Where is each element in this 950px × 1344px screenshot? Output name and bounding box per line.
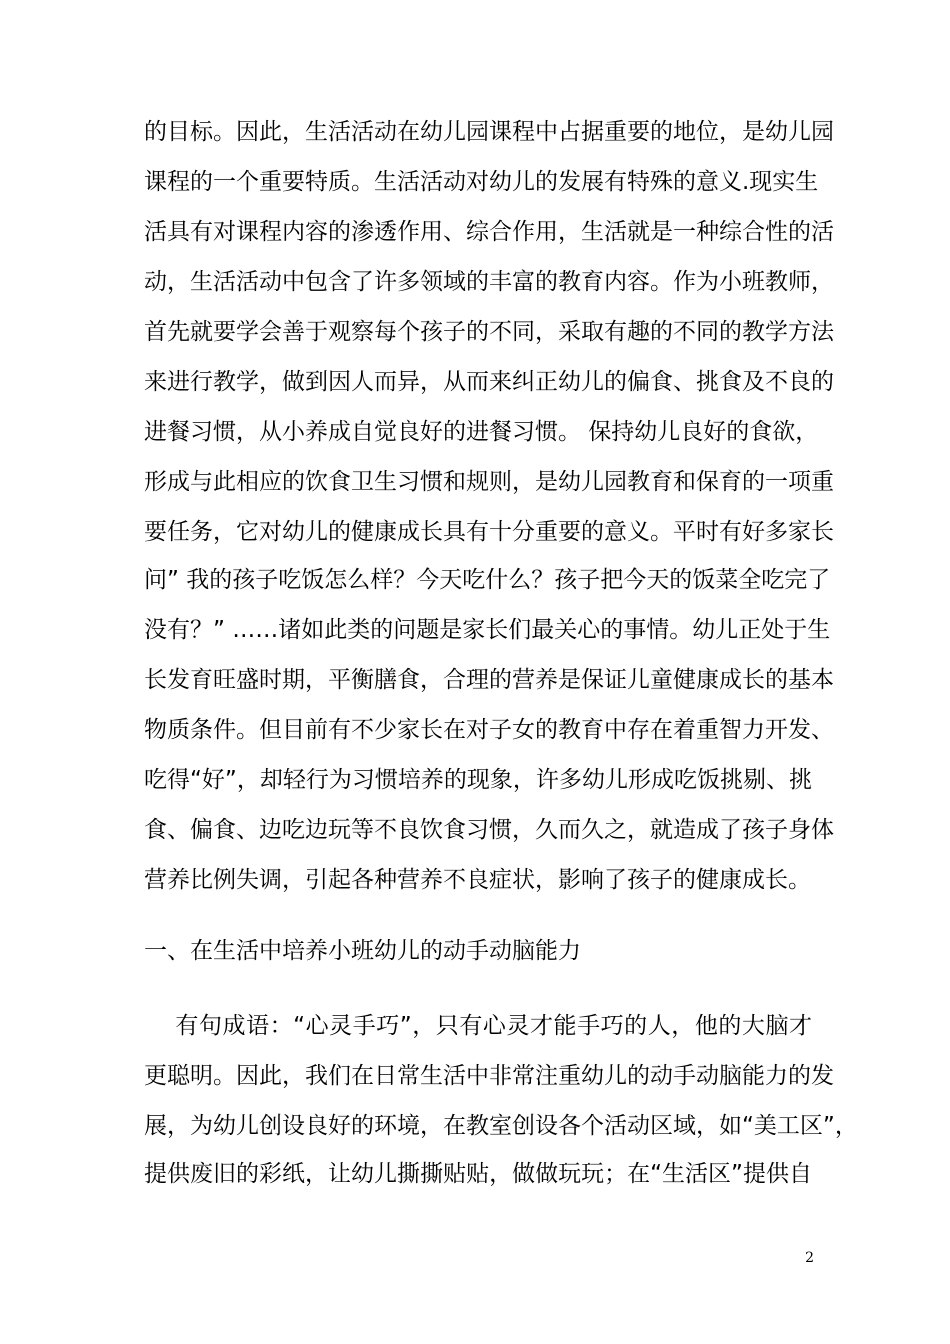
paragraph-line: 长发育旺盛时期，平衡膳食，合理的营养是保证儿童健康成长的基本 [144,667,834,693]
paragraph-line: 没有？” ……诸如此类的问题是家长们最关心的事情。幼儿正处于生 [144,617,831,643]
paragraph-line: 来进行教学，做到因人而异，从而来纠正幼儿的偏食、挑食及不良的 [144,369,834,395]
paragraph-line: 有句成语：“心灵手巧”，只有心灵才能手巧的人，他的大脑才 [144,1013,812,1039]
page-number: 2 [805,1250,814,1266]
paragraph-line: 进餐习惯，从小养成自觉良好的进餐习惯。 保持幼儿良好的食欲， [144,419,819,445]
paragraph-line: 动，生活活动中包含了许多领域的丰富的教育内容。作为小班教师， [144,269,834,295]
paragraph-line: 展，为幼儿创设良好的环境，在教室创设各个活动区域，如“美工区”， [144,1113,858,1139]
paragraph-line: 问” 我的孩子吃饭怎么样？今天吃什么？孩子把今天的饭菜全吃完了 [144,567,831,593]
paragraph-line: 更聪明。因此，我们在日常生活中非常注重幼儿的动手动脑能力的发 [144,1063,834,1089]
paragraph-line: 营养比例失调，引起各种营养不良症状，影响了孩子的健康成长。 [144,867,811,893]
paragraph-line: 活具有对课程内容的渗透作用、综合作用，生活就是一种综合性的活 [144,219,834,245]
paragraph-line: 提供废旧的彩纸，让幼儿撕撕贴贴，做做玩玩；在“生活区”提供自 [144,1161,812,1187]
paragraph-line: 首先就要学会善于观察每个孩子的不同，采取有趣的不同的教学方法 [144,319,834,345]
paragraph-line: 食、偏食、边吃边玩等不良饮食习惯，久而久之，就造成了孩子身体 [144,817,834,843]
paragraph-line: 要任务，它对幼儿的健康成长具有十分重要的意义。平时有好多家长 [144,519,834,545]
paragraph-line: 形成与此相应的饮食卫生习惯和规则，是幼儿园教育和保育的一项重 [144,469,834,495]
paragraph-line: 的目标。因此，生活活动在幼儿园课程中占据重要的地位，是幼儿园 [144,119,834,145]
paragraph-line: 物质条件。但目前有不少家长在对子女的教育中存在着重智力开发、 [144,717,834,743]
paragraph-line: 课程的一个重要特质。生活活动对幼儿的发展有特殊的意义.现实生 [144,169,819,195]
paragraph-line: 吃得“好”，却轻行为习惯培养的现象，许多幼儿形成吃饭挑剔、挑 [144,767,812,793]
section-heading: 一、在生活中培养小班幼儿的动手动脑能力 [144,938,581,964]
